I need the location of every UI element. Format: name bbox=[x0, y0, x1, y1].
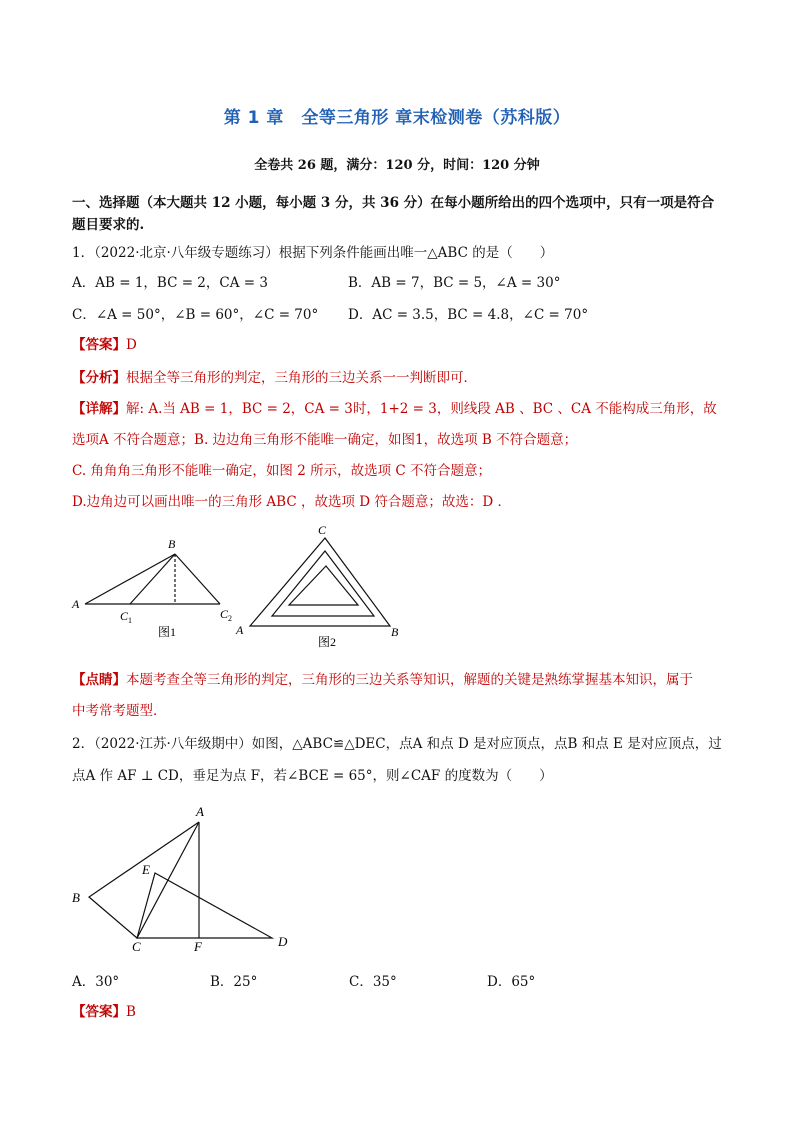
q2-option-b: B．25° bbox=[210, 974, 258, 990]
q1-figures bbox=[60, 518, 420, 668]
fig-q2-label-b: B bbox=[72, 890, 80, 905]
fig1-label-c2-sub: 2 bbox=[228, 614, 232, 623]
figure-2 bbox=[250, 538, 390, 626]
detail-text1: 解: A.当 AB = 1，BC = 2，CA = 3时，1+2 = 3，则线段 AB 、BC 、CA 不能构成三角形，故 bbox=[126, 401, 717, 417]
fig-q2-label-c: C bbox=[132, 939, 141, 954]
q2-figure bbox=[60, 800, 310, 955]
q1-detail-line1 bbox=[72, 399, 717, 419]
q1-comment-line2: 中考常考题型． bbox=[72, 703, 167, 719]
answer-value: D bbox=[126, 337, 137, 353]
fig-q2-label-d: D bbox=[278, 934, 288, 949]
figure-1 bbox=[85, 554, 220, 604]
q1-option-d: D．AC = 3.5，BC = 4.8，∠C = 70° bbox=[348, 307, 589, 323]
q2-option-a: A．30° bbox=[72, 974, 120, 990]
q1-comment-line1 bbox=[72, 670, 693, 690]
q1-detail-line4: D.边角边可以画出唯一的三角形 ABC ，故选项 D 符合题意；故选：D ． bbox=[72, 494, 511, 510]
q1-option-b: B．AB = 7，BC = 5，∠A = 30° bbox=[348, 275, 561, 291]
q1-analysis bbox=[72, 368, 477, 388]
fig1-caption: 图1 bbox=[158, 625, 177, 639]
comment-tag: 【点睛】 bbox=[72, 672, 126, 688]
fig2-label-b: B bbox=[391, 625, 399, 639]
q1-option-a: A．AB = 1，BC = 2，CA = 3 bbox=[72, 275, 268, 291]
fig2-caption: 图2 bbox=[318, 635, 337, 649]
fig-q2-label-a: A bbox=[196, 804, 204, 819]
q2-stem-line1: 2．（2022·江苏·八年级期中）如图，△ABC≌△DEC，点A 和点 D 是对应顶点，点B 和点 E 是对应顶点，过 bbox=[72, 736, 722, 752]
fig1-label-b: B bbox=[168, 537, 176, 551]
comment-text1: 本题考查全等三角形的判定，三角形的三边关系等知识，解题的关键是熟练掌握基本知识，属于 bbox=[126, 672, 693, 688]
q2-option-c: C．35° bbox=[349, 974, 397, 990]
q1-detail-line3: C. 角角角三角形不能唯一确定，如图 2 所示，故选项 C 不符合题意； bbox=[72, 463, 492, 479]
q2-stem-line2: 点A 作 AF ⊥ CD，垂足为点 F，若∠BCE = 65°，则∠CAF 的度数为（ ） bbox=[72, 768, 553, 784]
fig-q2-label-e: E bbox=[142, 862, 150, 877]
q2-option-d: D．65° bbox=[487, 974, 536, 990]
q1-answer bbox=[72, 335, 137, 355]
detail-tag: 【详解】 bbox=[72, 401, 126, 417]
fig2-label-a: A bbox=[236, 623, 244, 637]
analysis-tag: 【分析】 bbox=[72, 370, 126, 386]
q2-answer bbox=[72, 1002, 136, 1022]
section-heading-line2: 题目要求的. bbox=[72, 217, 145, 233]
answer-tag: 【答案】 bbox=[72, 337, 126, 353]
answer-value: B bbox=[126, 1004, 136, 1020]
fig2-label-c: C bbox=[318, 523, 327, 537]
fig1-label-c1: C bbox=[120, 609, 129, 623]
fig-q2-label-f: F bbox=[194, 939, 202, 954]
fig1-label-c2: C bbox=[220, 607, 229, 621]
q1-detail-line2: 选项A 不符合题意；B. 边边角三角形不能唯一确定，如图1，故选项 B 不符合题意； bbox=[72, 432, 578, 448]
page-title: 第 1 章 全等三角形 章末检测卷（苏科版） bbox=[223, 108, 571, 128]
fig1-label-a: A bbox=[72, 597, 80, 611]
q1-option-c: C．∠A = 50°，∠B = 60°，∠C = 70° bbox=[72, 307, 319, 323]
q1-stem: 1．（2022·北京·八年级专题练习）根据下列条件能画出唯一△ABC 的是（ ） bbox=[72, 245, 554, 261]
answer-tag: 【答案】 bbox=[72, 1004, 126, 1020]
section-heading-line1: 一、选择题（本大题共 12 小题，每小题 3 分，共 36 分）在每小题所给出的四个选项中，只有一项是符合 bbox=[72, 195, 715, 211]
fig1-label-c1-sub: 1 bbox=[128, 616, 132, 625]
exam-info: 全卷共 26 题，满分：120 分，时间：120 分钟 bbox=[254, 158, 540, 173]
analysis-text: 根据全等三角形的判定，三角形的三边关系一一判断即可． bbox=[126, 370, 477, 386]
